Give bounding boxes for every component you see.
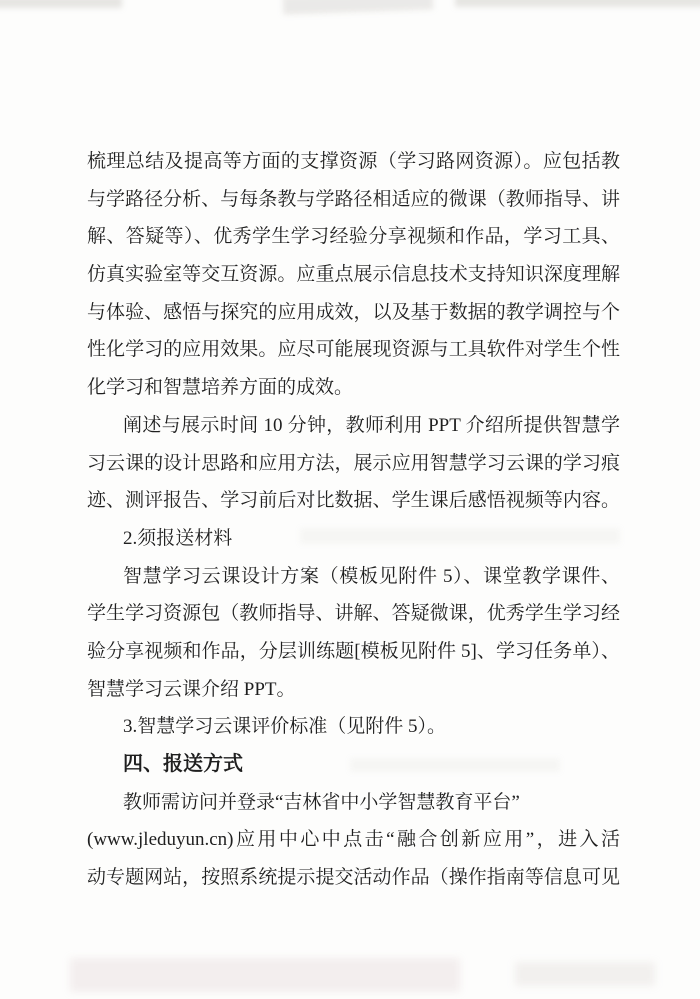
text-line: 四、报送方式 bbox=[123, 753, 243, 775]
text-line: 仿真实验室等交互资源。应重点展示信息技术支持知识深度理解 bbox=[87, 264, 620, 286]
scan-artifact-top-left bbox=[0, 0, 122, 8]
text-line: 与学路径分析、与每条教与学路径相适应的微课（教师指导、讲 bbox=[87, 188, 620, 210]
text-line: 智慧学习云课介绍 PPT。 bbox=[87, 678, 296, 700]
text-line: 教师需访问并登录“吉林省中小学智慧教育平台” bbox=[123, 791, 520, 813]
text-line: 迹、测评报告、学习前后对比数据、学生课后感悟视频等内容。 bbox=[87, 490, 620, 512]
text-line: 智慧学习云课设计方案（模板见附件 5）、课堂教学课件、 bbox=[123, 565, 620, 587]
text-line: 性化学习的应用效果。应尽可能展现资源与工具软件对学生个性 bbox=[87, 339, 620, 361]
text-line: 2.须报送材料 bbox=[123, 527, 233, 549]
scan-artifact-bottom-main bbox=[70, 958, 460, 992]
text-line: 解、答疑等）、优秀学生学习经验分享视频和作品，学习工具、 bbox=[87, 226, 620, 248]
text-line: (www.jleduyun.cn)应用中心中点击“融合创新应用”，进入活 bbox=[87, 829, 620, 851]
text-line: 习云课的设计思路和应用方法，展示应用智慧学习云课的学习痕 bbox=[87, 452, 620, 474]
text-line: 验分享视频和作品，分层训练题[模板见附件 5]、学习任务单）、 bbox=[87, 640, 620, 662]
scan-artifact-top-center bbox=[283, 0, 434, 15]
document-text bbox=[87, 143, 620, 897]
text-line: 学生学习资源包（教师指导、讲解、答疑微课，优秀学生学习经 bbox=[87, 603, 620, 625]
scan-artifact-top-right bbox=[455, 0, 700, 7]
text-line: 动专题网站，按照系统提示提交活动作品（操作指南等信息可见 bbox=[87, 867, 620, 889]
text-line: 3.智慧学习云课评价标准（见附件 5）。 bbox=[123, 716, 447, 738]
text-line: 化学习和智慧培养方面的成效。 bbox=[87, 377, 354, 399]
text-line: 梳理总结及提高等方面的支撑资源（学习路网资源）。应包括教 bbox=[87, 151, 620, 172]
text-line: 阐述与展示时间 10 分钟，教师利用 PPT 介绍所提供智慧学 bbox=[123, 414, 620, 436]
scan-artifact-bottom-right bbox=[515, 962, 655, 986]
text-line: 与体验、感悟与探究的应用成效，以及基于数据的教学调控与个 bbox=[87, 301, 620, 323]
